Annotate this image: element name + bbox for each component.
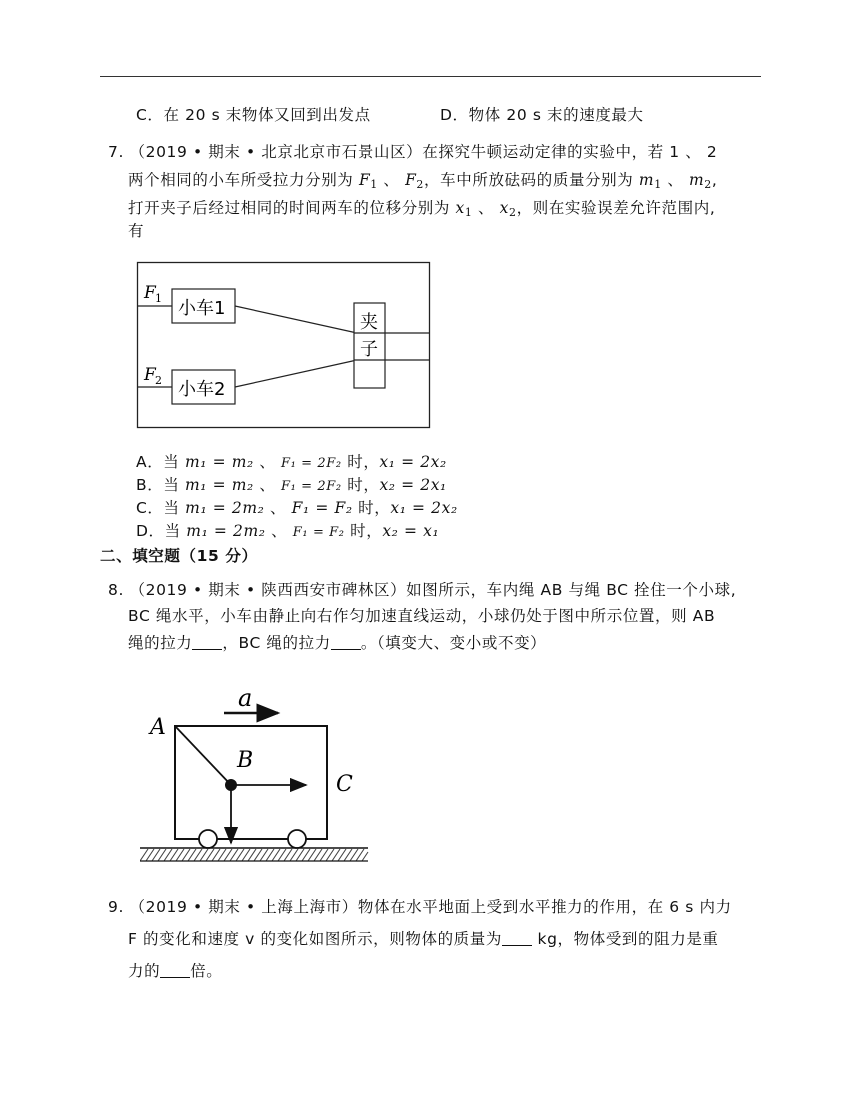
q9-line1: 物体在水平地面上受到水平推力的作用，在 6 s 内力: [357, 898, 732, 916]
q8-text-line3: [128, 633, 546, 653]
q7-line3-b: 则在实验误差允许范围内,: [532, 199, 716, 217]
q8-line3-b: ，BC 绳的拉力: [222, 634, 331, 652]
opt-a-label: A．当: [136, 453, 180, 471]
q7-f2: $F_2$: [405, 171, 425, 191]
q8-line3-c: 。（填变大、变小或不变）: [360, 634, 547, 652]
opt-d-label: D．当: [136, 522, 181, 540]
q7-line2-a: 两个相同的小车所受拉力分别为: [128, 171, 354, 189]
q9-blank-mass[interactable]: [502, 931, 532, 946]
opt-b-when: 时，: [347, 476, 380, 494]
q9-blank-ratio[interactable]: [160, 963, 190, 978]
q8-blank-bc[interactable]: [331, 635, 361, 650]
opt-c-sep: 、: [270, 499, 287, 517]
point-b-label: B: [237, 748, 254, 773]
opt-a-result: x₁ = 2x₂: [379, 453, 447, 471]
car2-label: 小车2: [178, 379, 226, 400]
q8-line3-a: 绳的拉力: [128, 634, 193, 652]
accel-label: a: [238, 684, 253, 712]
point-a-label: A: [150, 715, 166, 740]
q7-option-a: [136, 452, 447, 474]
clip-label-bottom: 子: [360, 339, 378, 360]
q7-number: 7.: [108, 143, 124, 161]
q7-figure: [135, 260, 433, 432]
q8-figure: [140, 678, 380, 864]
q7-line1: 在探究牛顿运动定律的实验中，若 1 、 2: [422, 143, 718, 161]
q7-option-c: [136, 498, 458, 518]
q7-f1: $F_1$: [358, 171, 378, 191]
clip-label-top: 夹: [360, 312, 378, 333]
q8-source: （2019 • 期末 • 陕西西安市碑林区）: [129, 581, 407, 599]
opt-d-cond2: F₁ = F₂: [292, 525, 345, 540]
q8-line1: 如图所示，车内绳 AB 与绳 BC 拴住一个小球,: [406, 581, 737, 599]
q7-option-d: [136, 521, 439, 543]
q8-text-line1: [108, 580, 736, 600]
opt-b-result: x₂ = 2x₁: [379, 476, 447, 494]
q9-source: （2019 • 期末 • 上海上海市）: [129, 898, 358, 916]
q9-line3-a: 力的: [128, 962, 161, 980]
opt-a-cond1: m₁ = m₂: [184, 453, 254, 471]
wheel-right: [288, 830, 306, 848]
opt-a-cond2: F₁ = 2F₂: [280, 456, 342, 471]
opt-c-label: C．当: [136, 499, 180, 517]
q7-line2-b: 车中所放砝码的质量分别为: [440, 171, 634, 189]
opt-c-cond2: F₁ = F₂: [291, 499, 353, 517]
q6-option-c: C．在 20 s 末物体又回到出发点: [136, 106, 371, 124]
q7-line3-a: 打开夹子后经过相同的时间两车的位移分别为: [128, 199, 451, 217]
header-rule: [100, 76, 761, 77]
q7-source: （2019 • 期末 • 北京北京市石景山区）: [129, 143, 423, 161]
q7-fig-f2: F: [144, 365, 156, 385]
point-c-label: C: [336, 772, 353, 797]
q7-fig-f1-sub: 1: [155, 292, 162, 305]
section-heading: 二、填空题（15 分）: [100, 547, 258, 565]
rope-ab: [175, 726, 231, 785]
q9-text-line3: [128, 961, 222, 981]
opt-a-when: 时，: [347, 453, 380, 471]
q8-line2: BC 绳水平，小车由静止向右作匀加速直线运动，小球仍处于图中所示位置，则 AB: [128, 607, 716, 625]
opt-b-sep: 、: [259, 476, 276, 494]
q9-text-line1: [108, 897, 732, 917]
q9-line2-a: F 的变化和速度 v 的变化如图所示，则物体的质量为: [128, 930, 502, 948]
opt-b-cond1: m₁ = m₂: [184, 476, 254, 494]
opt-d-sep: 、: [271, 522, 288, 540]
opt-b-cond2: F₁ = 2F₂: [281, 479, 342, 494]
opt-c-result: x₁ = 2x₂: [390, 499, 458, 517]
car1-label: 小车1: [178, 298, 226, 319]
q7-text-line2: 两个相同的小车所受拉力分别为 $F_1$ 、 $F_2$，车中所放砝码的质量分别为 $m_1$ 、 $m_2$,: [128, 171, 718, 191]
q8-blank-ab[interactable]: [192, 635, 222, 650]
q8-number: 8.: [108, 581, 124, 599]
q7-fig-f1: F: [144, 283, 156, 303]
q7-option-b: [136, 475, 447, 497]
q7-fig-f2-sub: 2: [155, 374, 162, 387]
ground-hatch: [140, 849, 368, 861]
q7-line4: 有: [128, 222, 145, 240]
opt-c-cond1: m₁ = 2m₂: [185, 499, 265, 517]
opt-b-label: B．当: [136, 476, 180, 494]
opt-c-when: 时，: [358, 499, 391, 517]
q9-text-line2: [128, 929, 719, 949]
wheel-left: [199, 830, 217, 848]
opt-a-sep: 、: [259, 453, 276, 471]
opt-d-cond1: m₁ = 2m₂: [186, 522, 266, 540]
q9-number: 9.: [108, 898, 124, 916]
q7-text-line3: 打开夹子后经过相同的时间两车的位移分别为 $x_1$ 、 $x_2$，则在实验误差允许范围内,: [128, 199, 716, 219]
cart-body: [175, 726, 327, 839]
q9-line2-b: kg，物体受到的阻力是重: [531, 930, 719, 948]
opt-d-result: x₂ = x₁: [382, 522, 440, 540]
q9-line3-b: 倍。: [190, 962, 223, 980]
q6-option-d: D．物体 20 s 末的速度最大: [440, 106, 644, 124]
opt-d-when: 时，: [350, 522, 383, 540]
q7-text-line1: [108, 142, 717, 162]
